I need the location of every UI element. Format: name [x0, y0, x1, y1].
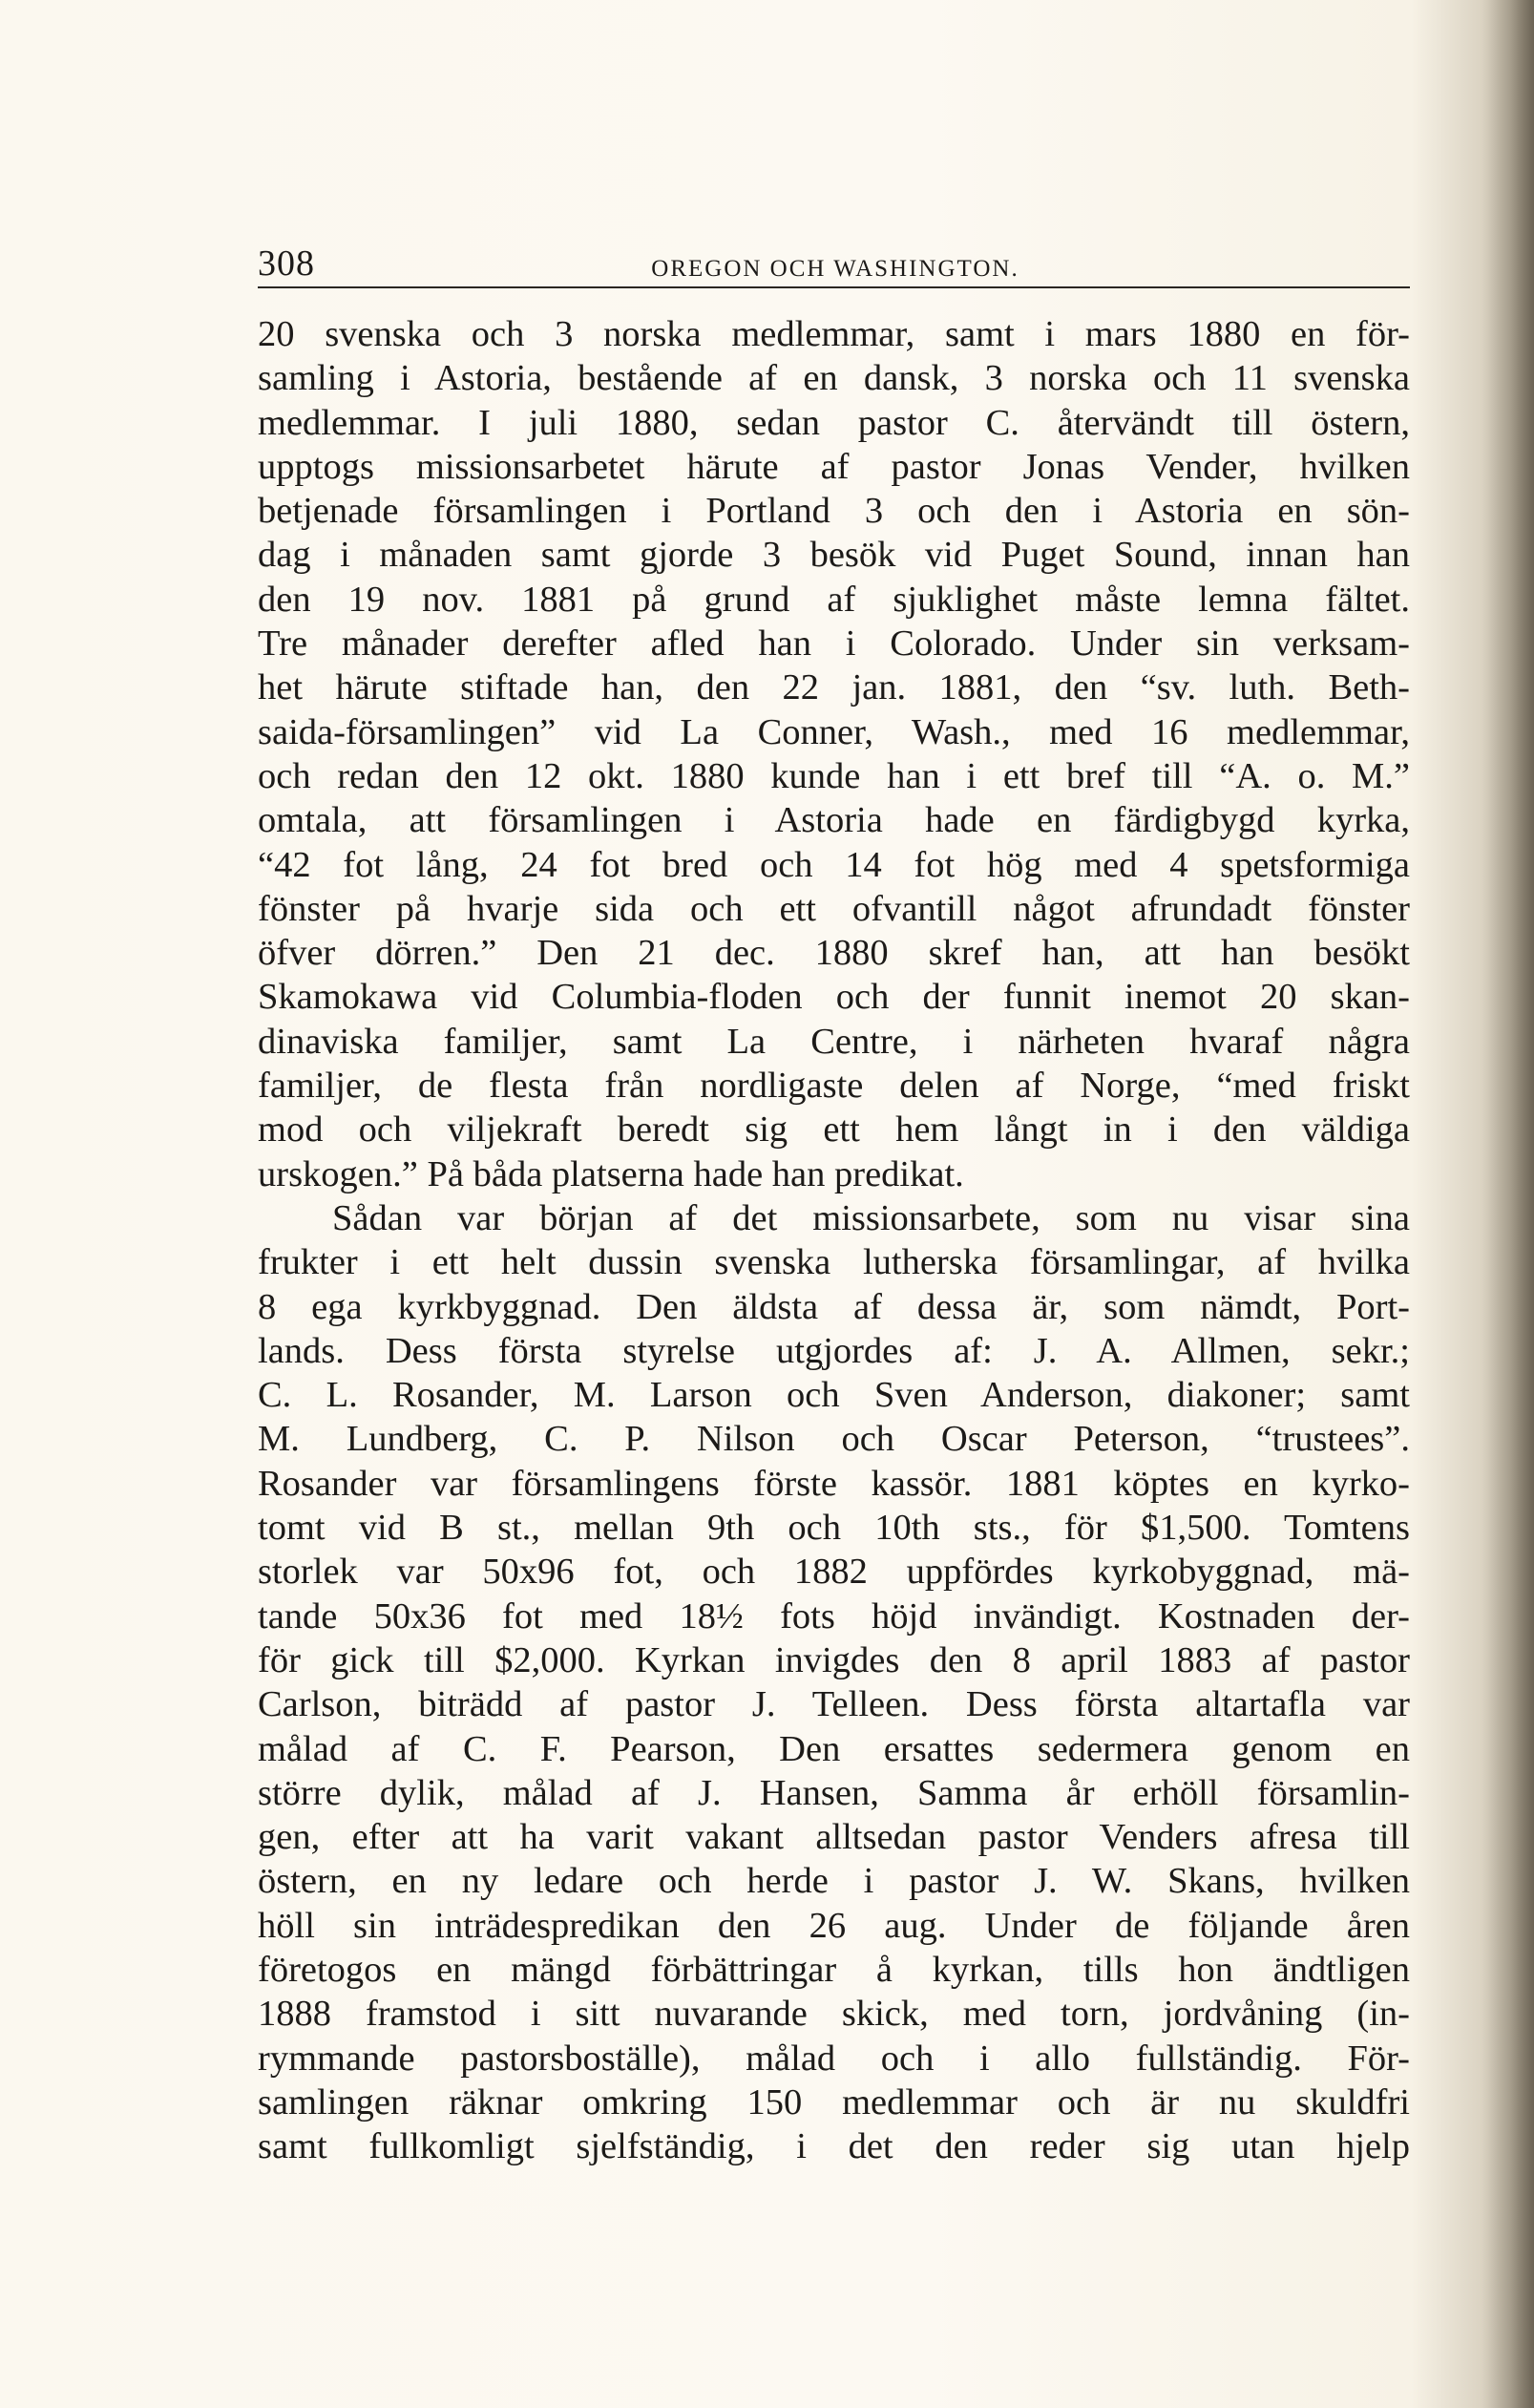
text-line: storlek var 50x96 fot, och 1882 uppfördes kyrkobyggnad, mä- [258, 1552, 1410, 1593]
text-line-paragraph-start: Sådan var början af det missionsarbete, som nu visar sina [332, 1197, 1410, 1238]
text-line: mod och viljekraft beredt sig ett hem långt in i den väldiga [258, 1109, 1410, 1151]
text-line: familjer, de flesta från nordligaste delen af Norge, “med friskt [258, 1066, 1410, 1107]
header-rule [258, 286, 1410, 288]
page-number: 308 [258, 243, 315, 284]
text-line: tande 50x36 fot med 18½ fots höjd invändigt. Kostnaden der- [258, 1595, 1410, 1637]
text-line: C. L. Rosander, M. Larson och Sven Anderson, diakoner; samt [258, 1375, 1410, 1416]
text-line: och redan den 12 okt. 1880 kunde han i ett bref till “A. o. M.” [258, 755, 1410, 796]
text-line: Skamokawa vid Columbia-floden och der funnit inemot 20 skan- [258, 977, 1410, 1018]
text-line-paragraph-end: urskogen.” På båda platserna hade han predikat. [258, 1153, 964, 1194]
text-line: större dylik, målad af J. Hansen, Samma år erhöll församlin- [258, 1772, 1410, 1813]
text-line: gen, efter att ha varit vakant alltsedan pastor Venders afresa till [258, 1817, 1410, 1858]
body-text [258, 312, 1410, 2168]
text-line: Carlson, biträdd af pastor J. Telleen. Dess första altartafla var [258, 1684, 1410, 1725]
text-line: dag i månaden samt gjorde 3 besök vid Puget Sound, innan han [258, 535, 1410, 576]
text-line: målad af C. F. Pearson, Den ersattes sedermera genom en [258, 1728, 1410, 1769]
text-line: Rosander var församlingens förste kassör. 1881 köptes en kyrko- [258, 1463, 1410, 1504]
text-line: rymmande pastorsboställe), målad och i allo fullständig. För- [258, 2038, 1410, 2079]
text-line: öfver dörren.” Den 21 dec. 1880 skref han, att han besökt [258, 933, 1410, 974]
text-line: för gick till $2,000. Kyrkan invigdes den 8 april 1883 af pastor [258, 1639, 1410, 1680]
text-line: betjenade församlingen i Portland 3 och den i Astoria en sön- [258, 491, 1410, 532]
running-head: OREGON OCH WASHINGTON. [651, 256, 1019, 282]
text-line: fönster på hvarje sida och ett ofvantill något afrundadt fönster [258, 888, 1410, 929]
text-line: frukter i ett helt dussin svenska lutherska församlingar, af hvilka [258, 1242, 1410, 1283]
text-line: saida-församlingen” vid La Conner, Wash., med 16 medlemmar, [258, 711, 1410, 752]
text-line: höll sin inträdespredikan den 26 aug. Under de följande åren [258, 1905, 1410, 1946]
text-line: 1888 framstod i sitt nuvarande skick, med torn, jordvåning (in- [258, 1994, 1410, 2035]
text-line: östern, en ny ledare och herde i pastor J. W. Skans, hvilken [258, 1861, 1410, 1902]
spine-shadow [1481, 0, 1534, 2408]
text-line: het härute stiftade han, den 22 jan. 1881, den “sv. luth. Beth- [258, 667, 1410, 708]
text-line: den 19 nov. 1881 på grund af sjuklighet måste lemna fältet. [258, 579, 1410, 620]
text-line: 20 svenska och 3 norska medlemmar, samt i mars 1880 en för- [258, 314, 1410, 354]
text-line: medlemmar. I juli 1880, sedan pastor C. återvändt till östern, [258, 402, 1410, 443]
text-line: samlingen räknar omkring 150 medlemmar och är nu skuldfri [258, 2081, 1410, 2123]
text-line: “42 fot lång, 24 fot bred och 14 fot hög med 4 spetsformiga [258, 844, 1410, 885]
text-line: företogos en mängd förbättringar å kyrkan, tills hon ändtligen [258, 1949, 1410, 1990]
text-line: samling i Astoria, bestående af en dansk, 3 norska och 11 svenska [258, 358, 1410, 399]
text-line: lands. Dess första styrelse utgjordes af: J. A. Allmen, sekr.; [258, 1330, 1410, 1371]
text-line: M. Lundberg, C. P. Nilson och Oscar Peterson, “trustees”. [258, 1419, 1410, 1460]
text-line: 8 ega kyrkbyggnad. Den äldsta af dessa är, som nämdt, Port- [258, 1286, 1410, 1327]
text-line: Tre månader derefter afled han i Colorado. Under sin verksam- [258, 623, 1410, 665]
text-line: upptogs missionsarbetet härute af pastor Jonas Vender, hvilken [258, 446, 1410, 487]
text-line: samt fullkomligt sjelfständig, i det den reder sig utan hjelp [258, 2126, 1410, 2167]
text-line: omtala, att församlingen i Astoria hade en färdigbygd kyrka, [258, 800, 1410, 841]
page-header [258, 243, 1413, 290]
text-line: tomt vid B st., mellan 9th och 10th sts., för $1,500. Tomtens [258, 1508, 1410, 1549]
text-line: dinaviska familjer, samt La Centre, i närheten hvaraf några [258, 1021, 1410, 1062]
